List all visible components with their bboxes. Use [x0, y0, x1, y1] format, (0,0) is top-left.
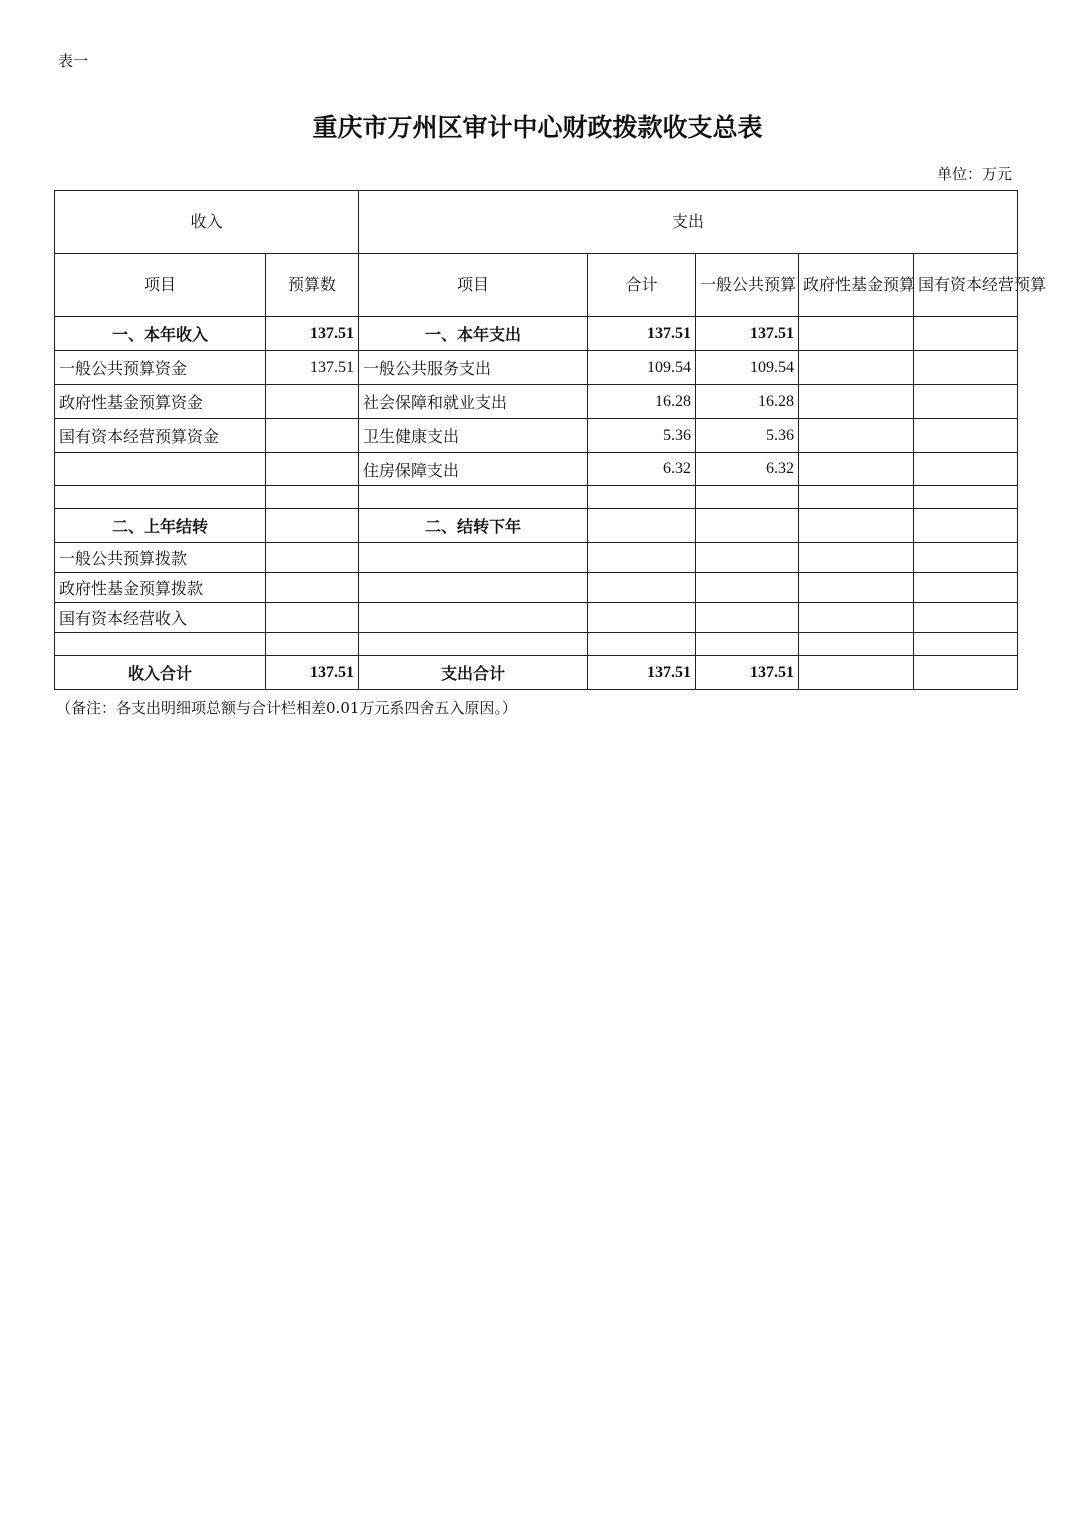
- table-row: [55, 317, 1018, 351]
- table-row: [55, 385, 1018, 419]
- capital-budget-cell: [914, 633, 1018, 656]
- total-cell: [588, 509, 696, 543]
- expenditure-item-cell: [359, 633, 588, 656]
- general-public-budget-header: 一般公共预算: [696, 254, 799, 317]
- income-value-cell: [266, 486, 359, 509]
- total-cell: 16.28: [588, 385, 696, 419]
- income-item-cell: [55, 486, 266, 509]
- general-budget-cell: 137.51: [696, 656, 799, 690]
- total-cell: 137.51: [588, 317, 696, 351]
- unit-label: 单位：万元: [936, 165, 1012, 183]
- expenditure-item-cell: 社会保障和就业支出: [359, 385, 588, 419]
- income-value-cell: 137.51: [266, 317, 359, 351]
- total-header: 合计: [588, 254, 696, 317]
- income-total-value: 137.51: [266, 656, 359, 690]
- general-budget-cell: [696, 603, 799, 633]
- table-row: [55, 453, 1018, 486]
- income-item-cell: 一般公共预算资金: [55, 351, 266, 385]
- fund-budget-cell: [799, 486, 914, 509]
- income-item-cell: 政府性基金预算拨款: [55, 573, 266, 603]
- income-value-cell: [266, 573, 359, 603]
- fund-budget-cell: [799, 419, 914, 453]
- table-row: [55, 351, 1018, 385]
- income-item-cell: [55, 453, 266, 486]
- general-budget-cell: 137.51: [696, 317, 799, 351]
- capital-budget-cell: [914, 509, 1018, 543]
- fund-budget-cell: [799, 453, 914, 486]
- total-cell: [588, 543, 696, 573]
- page-title: 重庆市万州区审计中心财政拨款收支总表: [312, 113, 763, 142]
- income-value-cell: [266, 543, 359, 573]
- general-budget-cell: [696, 543, 799, 573]
- header-row-sub: [55, 254, 1018, 317]
- budget-summary-table: [54, 190, 1047, 690]
- total-cell: 6.32: [588, 453, 696, 486]
- expenditure-item-cell: 一、本年支出: [359, 317, 588, 351]
- fund-budget-cell: [799, 633, 914, 656]
- income-value-cell: [266, 419, 359, 453]
- table-row: [55, 573, 1018, 603]
- fund-budget-cell: [799, 656, 914, 690]
- table-row: [55, 419, 1018, 453]
- capital-budget-cell: [914, 351, 1018, 385]
- income-value-cell: [266, 603, 359, 633]
- expenditure-item-cell: 卫生健康支出: [359, 419, 588, 453]
- income-total-label: 收入合计: [55, 656, 266, 690]
- income-value-cell: [266, 633, 359, 656]
- income-item-cell: 国有资本经营预算资金: [55, 419, 266, 453]
- state-capital-budget-header: 国有资本经营预算: [914, 254, 1018, 317]
- general-budget-cell: [696, 633, 799, 656]
- income-value-cell: [266, 509, 359, 543]
- expenditure-item-cell: [359, 603, 588, 633]
- total-cell: [588, 486, 696, 509]
- fund-budget-cell: [799, 603, 914, 633]
- capital-budget-cell: [914, 486, 1018, 509]
- general-budget-cell: [696, 509, 799, 543]
- table-row: [55, 633, 1018, 656]
- header-row-main: [55, 191, 1018, 254]
- income-item-cell: [55, 633, 266, 656]
- expenditure-header: 支出: [359, 191, 1018, 254]
- footnote: （备注：各支出明细项总额与合计栏相差0.01万元系四舍五入原因。）: [56, 699, 517, 717]
- total-cell: [588, 633, 696, 656]
- income-item-cell: 一、本年收入: [55, 317, 266, 351]
- expenditure-item-cell: [359, 543, 588, 573]
- income-item-cell: 二、上年结转: [55, 509, 266, 543]
- table-number-label: 表一: [58, 52, 89, 70]
- income-item-cell: 一般公共预算拨款: [55, 543, 266, 573]
- expenditure-item-cell: [359, 573, 588, 603]
- capital-budget-cell: [914, 603, 1018, 633]
- total-cell: [588, 603, 696, 633]
- capital-budget-cell: [914, 385, 1018, 419]
- income-value-cell: [266, 385, 359, 419]
- table-row: [55, 543, 1018, 573]
- expenditure-item-cell: 住房保障支出: [359, 453, 588, 486]
- general-budget-cell: 16.28: [696, 385, 799, 419]
- expenditure-item-header: 项目: [359, 254, 588, 317]
- table-row-totals: [55, 656, 1018, 690]
- capital-budget-cell: [914, 317, 1018, 351]
- total-cell: 109.54: [588, 351, 696, 385]
- income-item-cell: 政府性基金预算资金: [55, 385, 266, 419]
- table-row: [55, 486, 1018, 509]
- table-row: [55, 509, 1018, 543]
- general-budget-cell: 109.54: [696, 351, 799, 385]
- capital-budget-cell: [914, 543, 1018, 573]
- capital-budget-cell: [914, 453, 1018, 486]
- expenditure-total-label: 支出合计: [359, 656, 588, 690]
- income-value-cell: [266, 453, 359, 486]
- general-budget-cell: [696, 573, 799, 603]
- income-item-cell: 国有资本经营收入: [55, 603, 266, 633]
- income-header: 收入: [55, 191, 359, 254]
- expenditure-item-cell: [359, 486, 588, 509]
- capital-budget-cell: [914, 573, 1018, 603]
- income-value-cell: 137.51: [266, 351, 359, 385]
- income-item-header: 项目: [55, 254, 266, 317]
- total-cell: 137.51: [588, 656, 696, 690]
- fund-budget-cell: [799, 509, 914, 543]
- fund-budget-cell: [799, 317, 914, 351]
- capital-budget-cell: [914, 656, 1018, 690]
- fund-budget-cell: [799, 543, 914, 573]
- total-cell: 5.36: [588, 419, 696, 453]
- fund-budget-cell: [799, 573, 914, 603]
- fund-budget-cell: [799, 351, 914, 385]
- capital-budget-cell: [914, 419, 1018, 453]
- general-budget-cell: 5.36: [696, 419, 799, 453]
- expenditure-item-cell: 二、结转下年: [359, 509, 588, 543]
- total-cell: [588, 573, 696, 603]
- fund-budget-cell: [799, 385, 914, 419]
- gov-fund-budget-header: 政府性基金预算: [799, 254, 914, 317]
- table-row: [55, 603, 1018, 633]
- expenditure-item-cell: 一般公共服务支出: [359, 351, 588, 385]
- general-budget-cell: [696, 486, 799, 509]
- general-budget-cell: 6.32: [696, 453, 799, 486]
- income-budget-header: 预算数: [266, 254, 359, 317]
